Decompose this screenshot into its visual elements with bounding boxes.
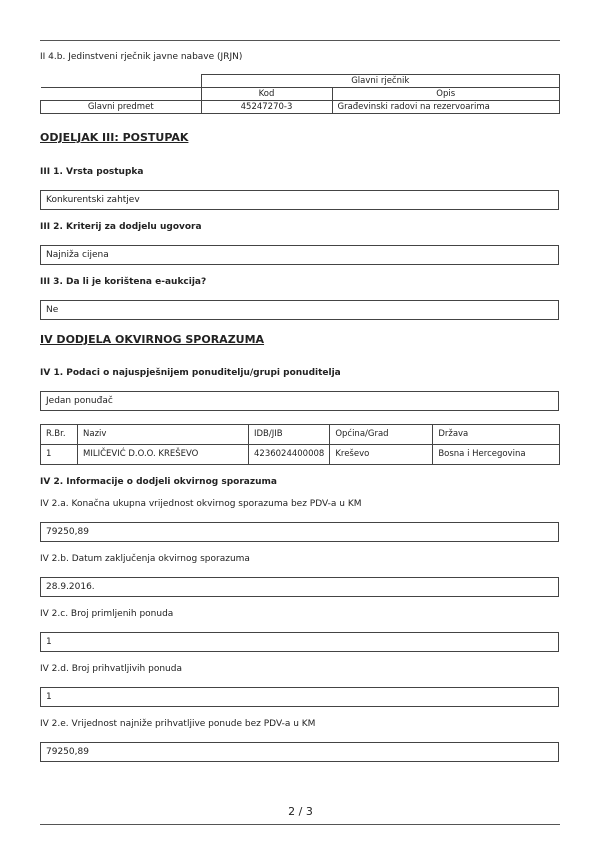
najuspjesniji-label: IV 1. Podaci o najuspješnijem ponuditelju/grupi ponuditelja [40,368,341,378]
ponudjac-type-value: Jedan ponuđač [40,391,559,411]
row-opcina: Kreševo [330,445,433,465]
jrjn-table [40,74,560,114]
iv2d-value: 1 [40,687,559,707]
jrjn-col-opis: Opis [332,88,560,101]
header-rbr: R.Br. [41,425,78,445]
kriterij-value: Najniža cijena [40,245,559,265]
e-aukcija-value: Ne [40,300,559,320]
bidders-header-row [41,425,560,445]
header-idb: IDB/JIB [249,425,330,445]
header-opcina: Općina/Grad [330,425,433,445]
row-naziv: MILIČEVIĆ D.O.O. KREŠEVO [78,445,249,465]
top-divider [40,40,560,41]
page-number: 2 / 3 [288,805,313,818]
iv2e-label: IV 2.e. Vrijednost najniže prihvatljive ponude bez PDV-a u KM [40,719,316,729]
iv2c-value: 1 [40,632,559,652]
header-naziv: Naziv [78,425,249,445]
row-rbr: 1 [41,445,78,465]
jrjn-kod-value: 45247270-3 [201,101,332,114]
iv2d-label: IV 2.d. Broj prihvatljivih ponuda [40,664,182,674]
iv2a-label: IV 2.a. Konačna ukupna vrijednost okvirnog sporazuma bez PDV-a u KM [40,499,362,509]
jrjn-row-label: Glavni predmet [41,101,202,114]
iv2a-value: 79250,89 [40,522,559,542]
bottom-divider [40,824,560,825]
jrjn-title: II 4.b. Jedinstveni rječnik javne nabave (JRJN) [40,52,243,62]
section-iv-heading: IV DODJELA OKVIRNOG SPORAZUMA [40,333,265,346]
iv2c-label: IV 2.c. Broj primljenih ponuda [40,609,174,619]
jrjn-opis-value: Građevinski radovi na rezervoarima [332,101,560,114]
vrsta-postupka-label: III 1. Vrsta postupka [40,167,144,177]
iv2b-label: IV 2.b. Datum zaključenja okvirnog sporazuma [40,554,250,564]
iv2e-value: 79250,89 [40,742,559,762]
e-aukcija-label: III 3. Da li je korištena e-aukcija? [40,277,207,287]
jrjn-empty-cell [41,88,202,101]
jrjn-col-kod: Kod [201,88,332,101]
kriterij-label: III 2. Kriterij za dodjelu ugovora [40,222,202,232]
table-row [41,445,560,465]
jrjn-group-header: Glavni rječnik [201,75,560,88]
row-idb: 4236024400008 [249,445,330,465]
header-drzava: Država [433,425,560,445]
bidders-table [40,424,560,465]
row-drzava: Bosna i Hercegovina [433,445,560,465]
iv2b-value: 28.9.2016. [40,577,559,597]
section-iii-heading: ODJELJAK III: POSTUPAK [40,131,189,144]
jrjn-empty-corner [41,75,202,88]
vrsta-postupka-value: Konkurentski zahtjev [40,190,559,210]
iv2-label: IV 2. Informacije o dodjeli okvirnog sporazuma [40,477,277,487]
